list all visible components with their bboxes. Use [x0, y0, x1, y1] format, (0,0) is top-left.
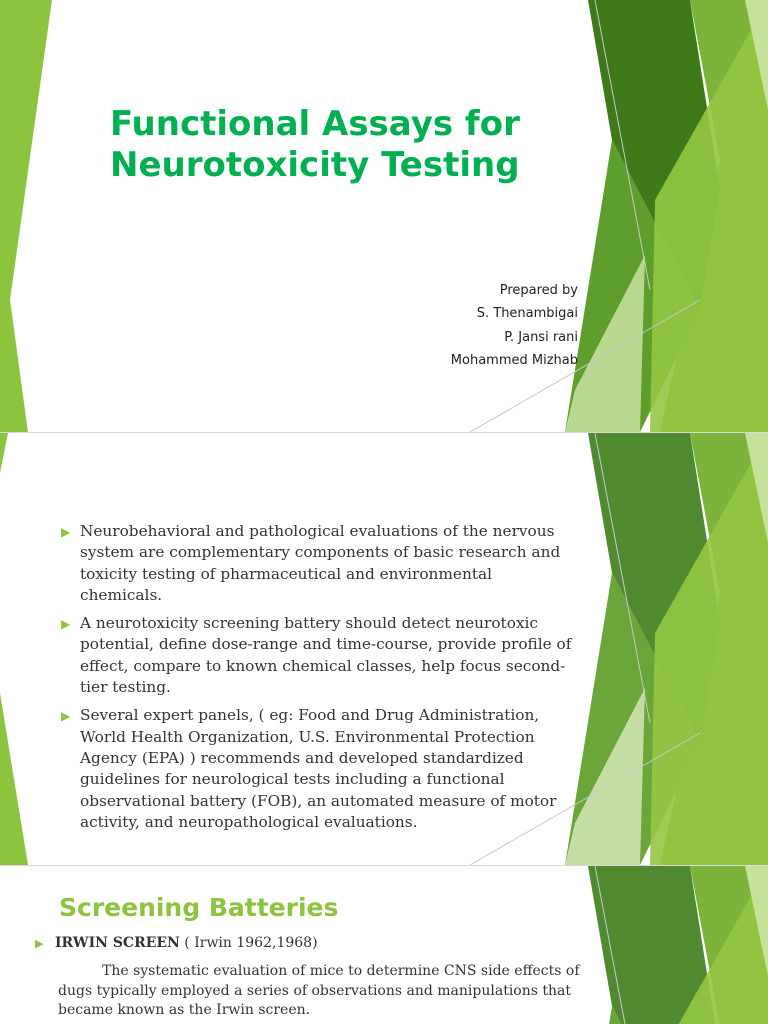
list-item: [58, 705, 578, 833]
bullet-reference: ( Irwin 1962,1968): [179, 935, 318, 951]
bullet-text: Several expert panels, ( eg: Food and Drug Administration, World Health Organization, U.S. Environmental Protection Agency (EPA) ) recommends and developed standardized guidelines for neurological tests including a functional observational battery (FOB), an automated measure of motor activity, and neuropathological evaluations.: [80, 706, 557, 831]
title-slide: [0, 0, 768, 432]
body-paragraph: The systematic evaluation of mice to determine CNS side effects of dugs typically employed a series of observations and manipulations that became known as the Irwin screen.: [58, 963, 580, 1018]
slide-background-decoration: [0, 0, 768, 432]
bullet-list: [58, 521, 578, 840]
authors-block: [451, 279, 578, 372]
triangle-bullet-icon: ▶: [61, 617, 71, 632]
list-item: [58, 613, 578, 698]
irwin-bullet: [35, 935, 575, 951]
slide-title: Screening Batteries: [59, 893, 339, 922]
author-name: Mohammed Mizhab: [450, 352, 578, 368]
author-name: S. Thenambigai: [476, 306, 578, 322]
content-slide: [0, 433, 768, 865]
bullet-text: Neurobehavioral and pathological evaluations of the nervous system are complementary components of basic research and toxicity testing of pharmaceutical and environmental chemicals.: [80, 522, 561, 604]
triangle-bullet-icon: ▶: [35, 937, 44, 950]
bullet-text: A neurotoxicity screening battery should detect neurotoxic potential, define dose-range and time-course, provide profile of effect, compare to known chemical classes, help focus second-tier testing.: [80, 614, 572, 697]
author-name: P. Jansi rani: [504, 329, 578, 345]
triangle-bullet-icon: ▶: [61, 709, 71, 724]
prepared-by-label: Prepared by: [499, 283, 578, 298]
screening-batteries-slide: [0, 866, 768, 1024]
list-item: [58, 521, 578, 606]
bullet-heading: IRWIN SCREEN: [55, 935, 180, 951]
triangle-bullet-icon: ▶: [61, 525, 71, 539]
slide-title: Functional Assays for Neurotoxicity Testing: [110, 104, 520, 185]
